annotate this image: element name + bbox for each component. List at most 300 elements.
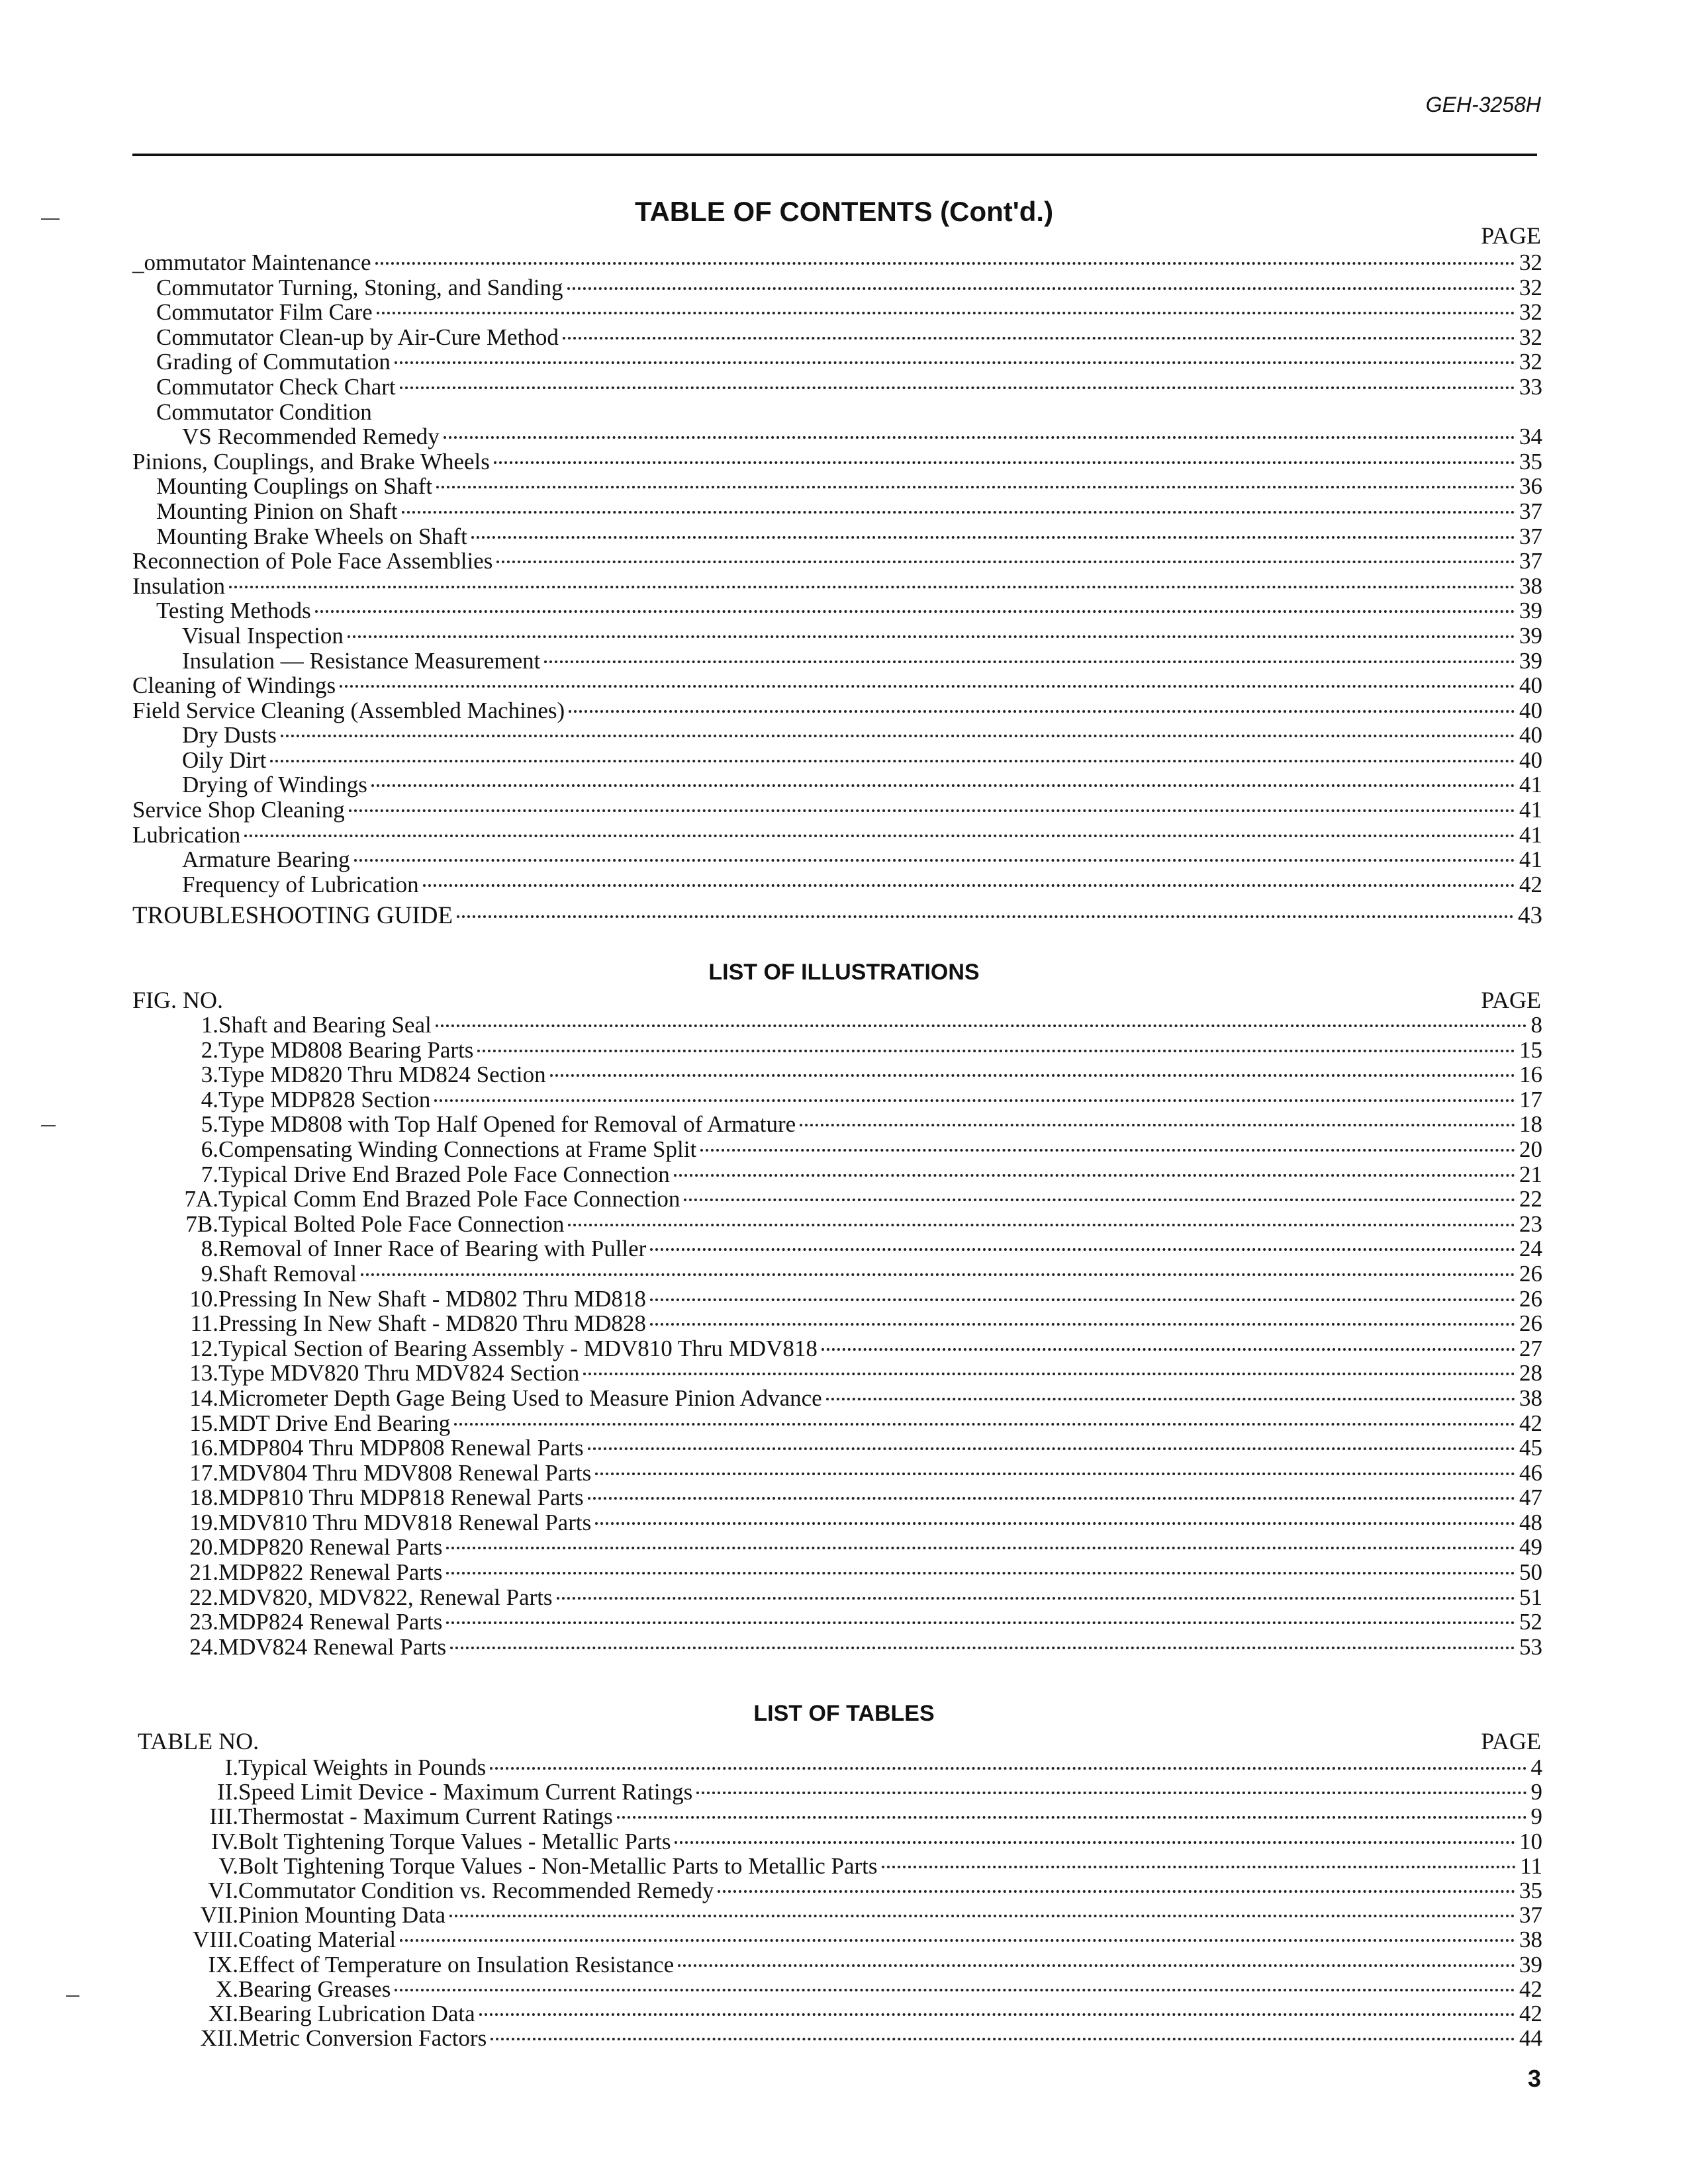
entry-title: Commutator Condition (156, 398, 372, 425)
entry-page: 36 (1519, 473, 1542, 500)
entry-page: 41 (1519, 846, 1542, 873)
dot-leader (569, 710, 1515, 713)
entry-number: IV. (211, 1828, 238, 1854)
entry-page: 40 (1519, 697, 1542, 723)
entry-page: 42 (1519, 1410, 1542, 1436)
entry-title: Bearing Greases (238, 1976, 391, 2002)
entry-number: 16. (189, 1435, 218, 1461)
entry-page: 20 (1519, 1136, 1542, 1162)
entry-number: 2. (201, 1036, 218, 1063)
entry-title: Mounting Brake Wheels on Shaft (156, 523, 467, 549)
dot-leader (457, 915, 1514, 918)
toc-entry (132, 474, 1542, 499)
dot-leader (395, 361, 1515, 364)
entry-number: 7A. (184, 1186, 218, 1212)
entry-number: X. (215, 1976, 238, 2002)
toc-entry (189, 1285, 1542, 1312)
entry-title: Commutator Condition vs. Recommended Remedy (238, 1878, 714, 1904)
entry-page: 37 (1519, 498, 1542, 524)
entry-title: TROUBLESHOOTING GUIDE (132, 902, 453, 930)
entry-number: 17. (189, 1459, 218, 1486)
margin-mark (66, 1995, 79, 1997)
dot-leader (491, 2038, 1515, 2040)
entry-page: 37 (1519, 523, 1542, 549)
toc-entry (218, 1852, 1542, 1879)
entry-title: Reconnection of Pole Face Assemblies (132, 548, 493, 574)
entry-page: 9 (1530, 1803, 1542, 1830)
entry-title: Typical Weights in Pounds (238, 1754, 487, 1780)
entry-title: Typical Section of Bearing Assembly - MDV810 Thru MDV818 (218, 1335, 818, 1361)
dot-leader (568, 1224, 1515, 1226)
toc-entry (189, 1534, 1542, 1561)
entry-number: 5. (201, 1111, 218, 1138)
toc-entry (208, 1951, 1542, 1978)
toc-entry (189, 1435, 1542, 1461)
entry-title: Service Shop Cleaning (132, 797, 345, 823)
entry-title: Effect of Temperature on Insulation Resistance (238, 1951, 675, 1978)
entry-page: 9 (1530, 1779, 1542, 1805)
entry-title: Drying of Windings (182, 772, 367, 798)
toc-entry (201, 1012, 1542, 1038)
entry-title: Grading of Commutation (156, 349, 391, 375)
dot-leader (375, 262, 1515, 265)
entry-number: V. (218, 1852, 238, 1879)
entry-page: 42 (1519, 1976, 1542, 2002)
illustrations-title: LIST OF ILLUSTRATIONS (708, 960, 980, 985)
toc-entry (132, 847, 1542, 872)
entry-number: II. (216, 1779, 238, 1805)
toc-entry (132, 823, 1542, 848)
dot-leader (650, 1298, 1515, 1301)
toc-entry (132, 903, 1542, 929)
entry-number: XII. (200, 2025, 238, 2052)
dot-leader (496, 561, 1515, 563)
toc-entry (132, 524, 1542, 549)
dot-leader (454, 1423, 1515, 1426)
dot-leader (270, 760, 1515, 762)
entry-page: 26 (1519, 1285, 1542, 1312)
entry-page: 53 (1519, 1633, 1542, 1660)
dot-leader (650, 1248, 1515, 1251)
entry-page: 11 (1520, 1852, 1542, 1879)
toc-entry (201, 1036, 1542, 1063)
dot-leader (436, 1024, 1527, 1027)
dot-leader (371, 784, 1515, 787)
toc-entry (132, 797, 1542, 823)
entry-title: Compensating Winding Connections at Frame Split (218, 1136, 697, 1162)
entry-title: MDV824 Renewal Parts (218, 1633, 447, 1660)
entry-page: 42 (1519, 871, 1542, 897)
entry-number: 8. (201, 1236, 218, 1262)
entry-number: 23. (189, 1609, 218, 1635)
entry-title: Frequency of Lubrication (182, 871, 419, 897)
header-rule (132, 154, 1537, 156)
entry-title: Shaft and Bearing Seal (218, 1012, 432, 1038)
dot-leader (550, 1074, 1515, 1077)
entry-page: 42 (1519, 2001, 1542, 2027)
toc-entry (132, 649, 1542, 674)
dot-leader (281, 735, 1515, 737)
toc-entry (189, 1559, 1542, 1586)
entry-title: Lubrication (132, 821, 241, 848)
entry-title: Bearing Lubrication Data (238, 2001, 475, 2027)
dot-leader (446, 1621, 1515, 1624)
entry-page: 33 (1519, 373, 1542, 400)
dot-leader (479, 2013, 1515, 2016)
entry-title: Pressing In New Shaft - MD802 Thru MD818 (218, 1285, 646, 1312)
entry-page: 41 (1519, 772, 1542, 798)
entry-page: 10 (1519, 1828, 1542, 1854)
entry-page: 32 (1519, 299, 1542, 326)
entry-title: Pinion Mounting Data (238, 1902, 446, 1929)
entry-page: 39 (1519, 598, 1542, 624)
entry-page: 28 (1519, 1360, 1542, 1387)
toc-entry (189, 1385, 1542, 1411)
entry-title: Pressing In New Shaft - MD820 Thru MD828 (218, 1310, 646, 1337)
toc-entry (211, 1828, 1542, 1854)
entry-number: 13. (189, 1360, 218, 1387)
entry-number: 4. (201, 1086, 218, 1113)
dot-leader (674, 1174, 1515, 1177)
dot-leader (718, 1890, 1515, 1893)
dot-leader (446, 1572, 1515, 1574)
entry-page: 52 (1519, 1609, 1542, 1635)
entry-number: VIII. (193, 1927, 238, 1953)
dot-leader (348, 635, 1515, 638)
toc-entry (132, 748, 1542, 773)
dot-leader (678, 1964, 1515, 1967)
toc-page-header: PAGE (1481, 222, 1541, 249)
page-number: 3 (1527, 2065, 1541, 2092)
dot-leader (450, 1647, 1515, 1649)
entry-title: Mounting Pinion on Shaft (156, 498, 398, 524)
entry-title: Type MD808 with Top Half Opened for Removal of Armature (218, 1111, 796, 1138)
entry-title: Bolt Tightening Torque Values - Non-Metallic Parts to Metallic Parts (238, 1852, 878, 1879)
entry-page: 32 (1519, 324, 1542, 350)
entry-title: Typical Comm End Brazed Pole Face Connection (218, 1186, 680, 1212)
entry-number: I. (224, 1754, 238, 1780)
entry-page: 41 (1519, 797, 1542, 823)
entry-page: 44 (1519, 2025, 1542, 2052)
entry-title: Insulation — Resistance Measurement (182, 647, 541, 674)
toc-entry (132, 375, 1542, 400)
entry-page: 16 (1519, 1062, 1542, 1088)
dot-leader (354, 859, 1515, 862)
entry-title: MDV804 Thru MDV808 Renewal Parts (218, 1459, 592, 1486)
entry-title: Visual Inspection (182, 622, 344, 649)
dot-leader (675, 1841, 1515, 1844)
entry-page: 40 (1519, 747, 1542, 773)
toc-entry (132, 349, 1542, 375)
entry-number: 21. (189, 1559, 218, 1586)
dot-leader (340, 685, 1515, 688)
margin-mark (41, 1125, 56, 1126)
entry-number: 12. (189, 1335, 218, 1361)
tables-page-header: PAGE (1481, 1728, 1541, 1754)
toc-entry (132, 449, 1542, 475)
entry-number: VII. (200, 1902, 238, 1929)
dot-leader (800, 1124, 1515, 1126)
toc-entry (216, 1779, 1542, 1805)
dot-leader (617, 1816, 1527, 1819)
entry-number: 7B. (185, 1210, 218, 1237)
entry-number: III. (209, 1803, 238, 1830)
entry-number: 9. (201, 1260, 218, 1287)
entry-page: 35 (1519, 448, 1542, 475)
toc-entry (189, 1360, 1542, 1387)
dot-leader (490, 1767, 1526, 1770)
illustrations-page-header: PAGE (1481, 987, 1541, 1013)
dot-leader (471, 536, 1515, 539)
entry-title: _ommutator Maintenance (132, 250, 371, 275)
toc-entry (201, 1260, 1542, 1287)
entry-page: 23 (1519, 1210, 1542, 1237)
dot-leader (377, 312, 1515, 314)
dot-leader (588, 1497, 1515, 1500)
entry-title: Commutator Clean-up by Air-Cure Method (156, 324, 559, 350)
dot-leader (494, 461, 1515, 464)
toc-entry (201, 1236, 1542, 1262)
dot-leader (563, 337, 1515, 340)
entry-number: 3. (201, 1062, 218, 1088)
entry-number: 18. (189, 1484, 218, 1511)
toc-entry (132, 872, 1542, 897)
dot-leader (650, 1323, 1515, 1326)
toc-entry (189, 1484, 1542, 1511)
dot-leader (557, 1597, 1515, 1600)
entry-title: Metric Conversion Factors (238, 2025, 487, 2052)
toc-entry (189, 1584, 1542, 1610)
entry-title: Typical Drive End Brazed Pole Face Connection (218, 1161, 670, 1187)
entry-number: IX. (208, 1951, 238, 1978)
entry-page: 38 (1519, 572, 1542, 599)
entry-title: Cleaning of Windings (132, 672, 336, 699)
entry-number: VI. (208, 1878, 238, 1904)
entry-title: MDP820 Renewal Parts (218, 1534, 443, 1561)
toc-entry (209, 1803, 1542, 1830)
toc-entry (208, 2001, 1542, 2027)
entry-number: 20. (189, 1534, 218, 1561)
entry-title: Type MD808 Bearing Parts (218, 1036, 474, 1063)
entry-page: 32 (1519, 250, 1542, 275)
entry-page: 26 (1519, 1260, 1542, 1287)
contents-list (132, 250, 1542, 929)
dot-leader (402, 511, 1515, 514)
entry-title: Commutator Film Care (156, 299, 373, 326)
dot-leader (567, 287, 1516, 290)
toc-entry (132, 250, 1542, 275)
toc-entry (189, 1609, 1542, 1635)
toc-title: TABLE OF CONTENTS (Cont'd.) (634, 196, 1054, 227)
toc-entry (132, 574, 1542, 599)
entry-page: 39 (1519, 647, 1542, 674)
toc-entry (132, 424, 1542, 449)
dot-leader (588, 1447, 1515, 1450)
dot-leader (544, 660, 1515, 663)
dot-leader (821, 1348, 1515, 1351)
toc-entry (193, 1927, 1542, 1953)
toc-entry (190, 1310, 1542, 1337)
entry-page: 38 (1519, 1385, 1542, 1411)
entry-number: 24. (189, 1633, 218, 1660)
entry-title: Micrometer Depth Gage Being Used to Measure Pinion Advance (218, 1385, 822, 1411)
entry-number: 22. (189, 1584, 218, 1610)
toc-entry (200, 2025, 1542, 2052)
toc-entry (132, 300, 1542, 325)
tables-list (193, 1754, 1542, 2052)
entry-title: Armature Bearing (182, 846, 350, 873)
dot-leader (444, 436, 1515, 439)
entry-number: 15. (189, 1410, 218, 1436)
entry-page: 8 (1530, 1012, 1542, 1038)
entry-page: 48 (1519, 1509, 1542, 1535)
dot-leader (400, 387, 1515, 389)
entry-title: MDP810 Thru MDP818 Renewal Parts (218, 1484, 584, 1511)
toc-entry (215, 1976, 1542, 2002)
entry-page: 45 (1519, 1435, 1542, 1461)
entry-page: 15 (1519, 1036, 1542, 1063)
dot-leader (684, 1199, 1515, 1201)
entry-title: Type MD820 Thru MD824 Section (218, 1062, 546, 1088)
entry-title: Speed Limit Device - Maximum Current Ratings (238, 1779, 693, 1805)
entry-title: Thermostat - Maximum Current Ratings (238, 1803, 613, 1830)
entry-page: 51 (1519, 1584, 1542, 1610)
dot-leader (395, 1989, 1515, 1991)
entry-number: 14. (189, 1385, 218, 1411)
entry-page: 22 (1519, 1186, 1542, 1212)
entry-number: 10. (189, 1285, 218, 1312)
entry-title: Shaft Removal (218, 1260, 357, 1287)
entry-page: 39 (1519, 1951, 1542, 1978)
dot-leader (696, 1792, 1526, 1794)
entry-number: 11. (190, 1310, 218, 1337)
entry-title: MDP822 Renewal Parts (218, 1559, 443, 1586)
toc-entry (185, 1210, 1542, 1237)
entry-page: 27 (1519, 1335, 1542, 1361)
entry-title: Commutator Check Chart (156, 373, 396, 400)
dot-leader (423, 884, 1515, 887)
dot-leader (449, 1915, 1515, 1917)
entry-title: MDP824 Renewal Parts (218, 1609, 443, 1635)
entry-title: Field Service Cleaning (Assembled Machines) (132, 697, 565, 723)
dot-leader (400, 1939, 1515, 1942)
entry-title: MDV820, MDV822, Renewal Parts (218, 1584, 553, 1610)
entry-page: 34 (1519, 424, 1542, 450)
entry-page: 49 (1519, 1534, 1542, 1561)
entry-title: Type MDV820 Thru MDV824 Section (218, 1360, 580, 1387)
entry-page: 37 (1519, 548, 1542, 574)
toc-entry (201, 1111, 1542, 1138)
entry-title: Oily Dirt (182, 747, 267, 773)
toc-entry (201, 1062, 1542, 1088)
entry-title: Removal of Inner Race of Bearing with Puller (218, 1236, 647, 1262)
dot-leader (826, 1398, 1515, 1400)
toc-entry (132, 623, 1542, 649)
toc-entry (132, 723, 1542, 748)
dot-leader (595, 1473, 1515, 1475)
toc-entry (132, 400, 1542, 425)
dot-leader (700, 1149, 1515, 1152)
dot-leader (349, 809, 1515, 812)
dot-leader (315, 610, 1515, 613)
entry-page: 41 (1519, 821, 1542, 848)
toc-entry (184, 1186, 1542, 1212)
dot-leader (434, 1099, 1515, 1102)
toc-entry (200, 1902, 1542, 1929)
entry-number: 7. (201, 1161, 218, 1187)
tables-title: LIST OF TABLES (753, 1701, 935, 1726)
toc-entry (132, 698, 1542, 723)
entry-title: Testing Methods (156, 598, 311, 624)
entry-page: 38 (1519, 1927, 1542, 1953)
entry-title: Pinions, Couplings, and Brake Wheels (132, 448, 490, 475)
fig-no-header: FIG. NO. (132, 987, 224, 1013)
dot-leader (477, 1050, 1515, 1052)
table-no-header: TABLE NO. (138, 1728, 259, 1754)
toc-entry (132, 325, 1542, 350)
dot-leader (583, 1373, 1515, 1375)
entry-page: 18 (1519, 1111, 1542, 1138)
entry-page: 21 (1519, 1161, 1542, 1187)
entry-page: 37 (1519, 1902, 1542, 1929)
entry-page: 4 (1530, 1754, 1542, 1780)
dot-leader (595, 1522, 1515, 1525)
entry-title: Insulation (132, 572, 225, 599)
entry-page: 50 (1519, 1559, 1542, 1586)
entry-number: 19. (189, 1509, 218, 1535)
entry-title: Typical Bolted Pole Face Connection (218, 1210, 565, 1237)
dot-leader (361, 1273, 1515, 1276)
toc-entry (201, 1161, 1542, 1187)
toc-entry (201, 1136, 1542, 1162)
entry-page: 32 (1519, 349, 1542, 375)
toc-entry (189, 1410, 1542, 1436)
entry-page: 35 (1519, 1878, 1542, 1904)
entry-number: 1. (201, 1012, 218, 1038)
entry-page: 46 (1519, 1459, 1542, 1486)
toc-entry (189, 1459, 1542, 1486)
toc-entry (224, 1754, 1542, 1780)
dot-leader (446, 1547, 1515, 1549)
entry-page: 32 (1519, 274, 1542, 300)
dot-leader (882, 1866, 1517, 1868)
toc-entry (208, 1878, 1542, 1904)
entry-page: 43 (1518, 902, 1542, 930)
entry-title: MDV810 Thru MDV818 Renewal Parts (218, 1509, 592, 1535)
entry-title: VS Recommended Remedy (182, 424, 440, 450)
entry-number: XI. (208, 2001, 238, 2027)
entry-page: 26 (1519, 1310, 1542, 1337)
entry-title: Dry Dusts (182, 722, 277, 749)
toc-entry (132, 673, 1542, 698)
entry-title: MDP804 Thru MDP808 Renewal Parts (218, 1435, 584, 1461)
dot-leader (436, 486, 1515, 488)
entry-page: 40 (1519, 672, 1542, 699)
toc-entry (132, 499, 1542, 524)
dot-leader (229, 586, 1515, 588)
dot-leader (244, 835, 1515, 837)
entry-page: 40 (1519, 722, 1542, 749)
entry-page: 47 (1519, 1484, 1542, 1511)
toc-entry (132, 275, 1542, 300)
document-id: GEH-3258H (1425, 93, 1541, 116)
toc-entry (189, 1335, 1542, 1361)
entry-title: Mounting Couplings on Shaft (156, 473, 433, 500)
entry-page: 17 (1519, 1086, 1542, 1113)
toc-entry (189, 1509, 1542, 1535)
entry-title: Coating Material (238, 1927, 397, 1953)
entry-title: Bolt Tightening Torque Values - Metallic Parts (238, 1828, 671, 1854)
